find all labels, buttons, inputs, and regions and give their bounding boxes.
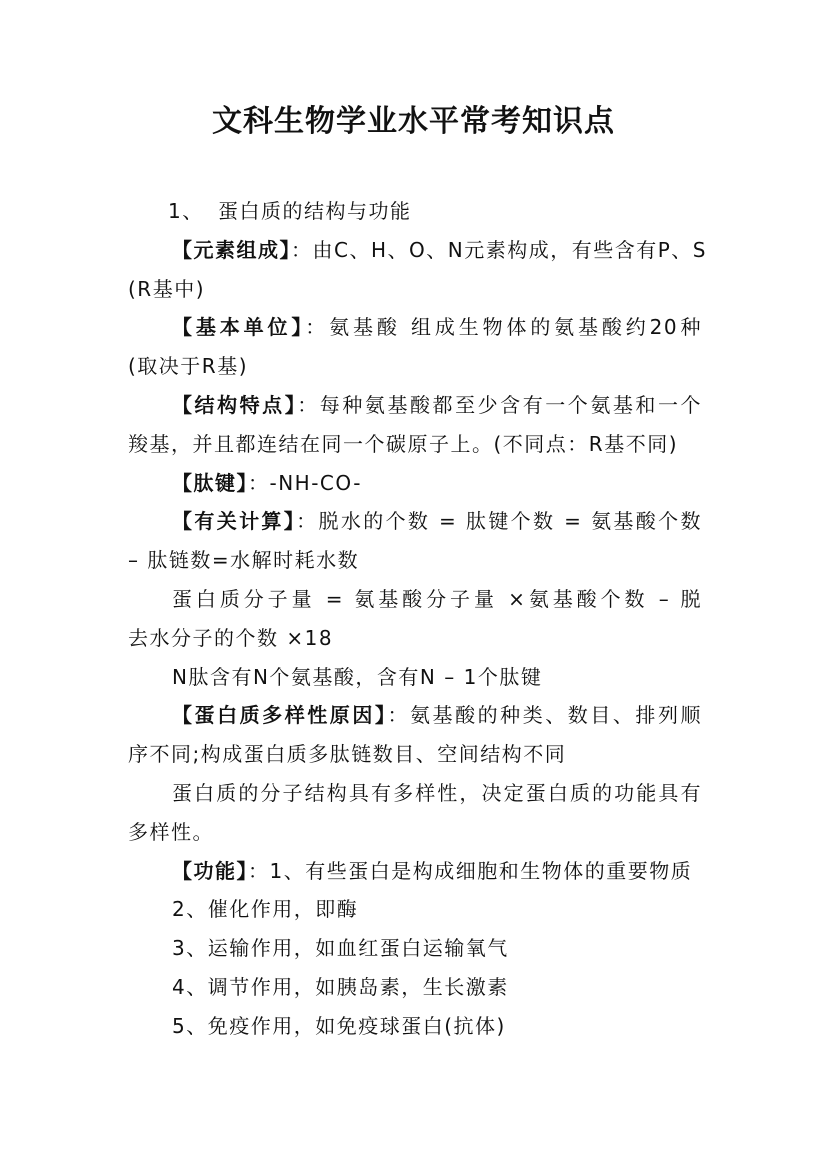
- paragraph-line: [128, 464, 702, 503]
- paragraph-line: [128, 425, 702, 464]
- line-text: 2、催化作用，即酶: [172, 897, 359, 922]
- section-title: 蛋白质的结构与功能: [218, 199, 412, 223]
- line-text: ：由C、H、O、N元素构成，有些含有P、S: [291, 237, 707, 262]
- paragraph-line: [128, 308, 702, 347]
- paragraph-line: [128, 619, 702, 658]
- line-text: 5、免疫作用，如免疫球蛋白(抗体): [172, 1013, 506, 1038]
- paragraph-line: [128, 696, 702, 735]
- paragraph-line: [128, 541, 702, 580]
- line-text: 羧基，并且都连结在同一个碳原子上。(不同点：R基不同): [128, 431, 679, 456]
- line-text: ：1、有些蛋白是构成细胞和生物体的重要物质: [248, 858, 693, 883]
- term-label: 【有关计算】: [172, 509, 297, 534]
- line-text: ：氨基酸 组成生物体的氨基酸约20种: [305, 315, 702, 340]
- line-text: 去水分子的个数 ×18: [128, 625, 334, 650]
- paragraph-line: [128, 231, 707, 270]
- line-text: ：脱水的个数 = 肽键个数 = 氨基酸个数: [296, 509, 702, 534]
- paragraph-line: [128, 813, 702, 852]
- paragraph-line: [128, 735, 702, 774]
- line-text: (取决于R基): [128, 354, 249, 379]
- paragraph-line: [128, 658, 702, 697]
- paragraph-line: [128, 386, 702, 425]
- term-label: 【肽键】: [172, 470, 248, 495]
- paragraph-line: [128, 852, 702, 891]
- page-title: 文科生物学业水平常考知识点: [212, 104, 615, 139]
- line-text: ：氨基酸的种类、数目、排列顺: [387, 703, 703, 728]
- section-heading: [128, 192, 702, 231]
- section-number: 1、: [168, 199, 204, 223]
- line-text: 3、运输作用，如血红蛋白运输氧气: [172, 936, 509, 961]
- line-text: 序不同;构成蛋白质多肽链数目、空间结构不同: [128, 742, 567, 767]
- line-text: 多样性。: [128, 819, 214, 844]
- line-text: 蛋白质的分子结构具有多样性，决定蛋白质的功能具有: [172, 780, 702, 805]
- document-body: [128, 192, 707, 1046]
- line-text: (R基中): [128, 276, 206, 301]
- line-text: 蛋白质分子量 = 氨基酸分子量 ×氨基酸个数 – 脱: [172, 586, 702, 611]
- list-item: [128, 890, 702, 929]
- paragraph-line: [128, 502, 702, 541]
- line-text: ：每种氨基酸都至少含有一个氨基和一个: [297, 392, 703, 417]
- line-text: N肽含有N个氨基酸，含有N – 1个肽键: [172, 664, 543, 689]
- line-text: ：-NH-CO-: [248, 470, 362, 495]
- list-item: [128, 1007, 702, 1046]
- list-item: [128, 929, 702, 968]
- paragraph-line: [128, 270, 702, 309]
- paragraph-line: [128, 580, 702, 619]
- term-label: 【结构特点】: [172, 392, 298, 417]
- term-label: 【蛋白质多样性原因】: [172, 703, 388, 728]
- paragraph-line: [128, 347, 702, 386]
- term-label: 【功能】: [172, 858, 248, 883]
- term-label: 【元素组成】: [172, 237, 291, 262]
- line-text: 4、调节作用，如胰岛素，生长激素: [172, 974, 509, 999]
- list-item: [128, 968, 702, 1007]
- line-text: – 肽链数=水解时耗水数: [128, 548, 360, 573]
- paragraph-line: [128, 774, 702, 813]
- term-label: 【基本单位】: [172, 315, 306, 340]
